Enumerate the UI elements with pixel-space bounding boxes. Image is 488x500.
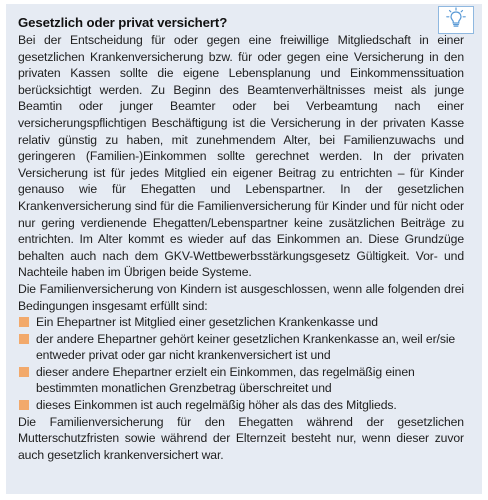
closing-paragraph: Die Familienversicherung für den Ehegatten während der gesetzlichen Mutterschutzfristen sowie während der Elternzeit besteht nur, wenn dieser zuvor auch gesetzlich krankenversichert war. (18, 414, 464, 462)
list-item-text: dieser andere Ehepartner erzielt ein Einkommen, das regelmäßig einen bestimmten monatlichen Grenzbetrag überschreitet und (36, 364, 415, 396)
bullet-square-icon (19, 317, 29, 327)
list-item-text: der andere Ehepartner gehört keiner gesetzlichen Krankenkasse an, weil er/sie entweder privat oder gar nicht krankenversichert ist und (36, 331, 456, 363)
box-content (18, 14, 464, 463)
box-title: Gesetzlich oder privat versichert? (18, 15, 228, 30)
list-item (18, 364, 464, 397)
bullet-square-icon (19, 367, 29, 377)
list-item (18, 331, 464, 364)
conditions-intro: Die Familienversicherung von Kindern ist ausgeschlossen, wenn alle folgenden drei Bedingungen insgesamt erfüllt sind: (18, 281, 464, 313)
list-item-text: Ein Ehepartner ist Mitglied einer gesetzlichen Krankenkasse und (36, 315, 378, 330)
bullet-square-icon (19, 400, 29, 410)
bullet-square-icon (19, 334, 29, 344)
list-item (18, 397, 464, 414)
body-paragraph: Bei der Entscheidung für oder gegen eine freiwillige Mitgliedschaft in einer gesetzlichen Krankenversicherung bzw. für oder gegen eine Versicherung in den privaten Kassen sollte die eigene Lebensplanung und Einkommenssituation berücksichtigt werden. Zu Beginn des Beamtenverhältnisses meist als junge Beamtin oder junger Beamter oder bei Verbeamtung nach einer versicherungspflichtigen Beschäftigung ist die Versicherung in der privaten Kasse relativ günstig zu haben, mit zunehmendem Alter, bei Familienzuwachs und geringeren (Familien-)Einkommen sollte gerechnet werden. In der privaten Versicherung ist für jedes Mitglied ein eigener Beitrag zu entrichten – für Kinder genauso wie für Ehegatten und Lebenspartner. In der gesetzlichen Krankenversicherung sind für die Familienversicherung für Kinder und für nicht oder nur gering verdienende Ehegatten/Lebenspartner keine zusätzlichen Beiträge zu entrichten. Im Alter kommt es wieder auf das Einkommen an. Diese Grundzüge behalten auch nach dem GKV-Wettbewerbsstärkungsgesetz Gültigkeit. Vor- und Nachteile haben im Übrigen beide Systeme. (18, 33, 464, 280)
list-item (18, 314, 464, 331)
list-item-text: dieses Einkommen ist auch regelmäßig höher als das des Mitglieds. (36, 398, 397, 413)
info-box (6, 4, 482, 494)
conditions-list (18, 314, 464, 414)
